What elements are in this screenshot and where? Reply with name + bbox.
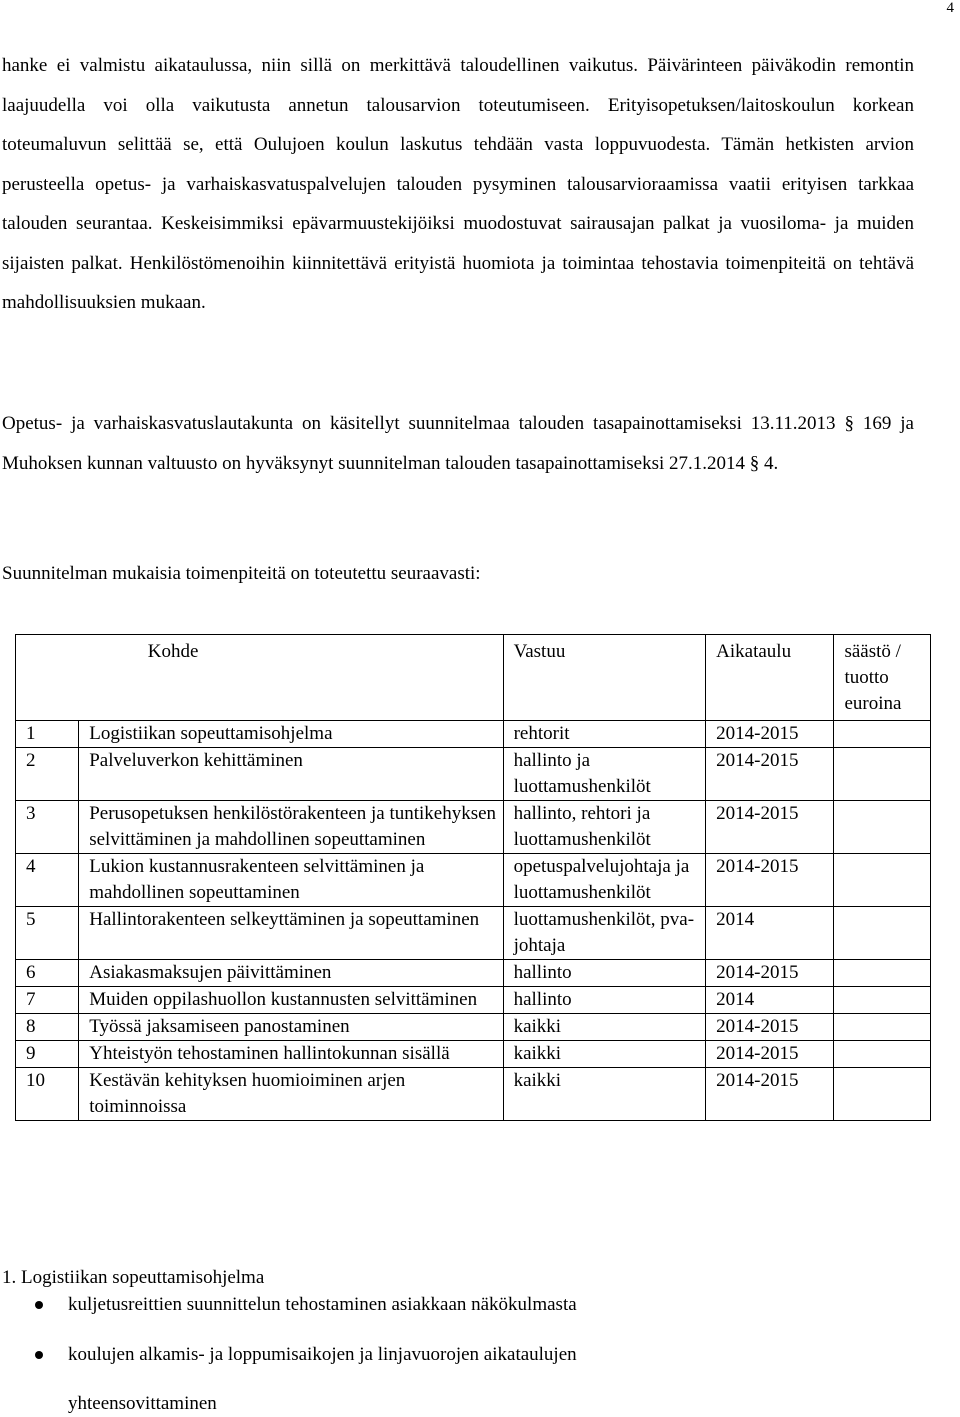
- table-cell-num: 3: [16, 801, 79, 854]
- table-cell-saasto: [834, 1068, 931, 1121]
- table-row: [16, 748, 931, 801]
- table-cell-aikataulu: 2014-2015: [706, 854, 834, 907]
- list-item: [0, 1292, 708, 1318]
- table-cell-vastuu: kaikki: [503, 1041, 706, 1068]
- table-cell-num: 9: [16, 1041, 79, 1068]
- table-cell-saasto: [834, 907, 931, 960]
- table-row: [16, 960, 931, 987]
- table-cell-vastuu: hallinto: [503, 960, 706, 987]
- table-cell-saasto: [834, 854, 931, 907]
- table-cell-kohde: Lukion kustannusrakenteen selvittäminen ja mahdollinen sopeuttaminen: [79, 854, 503, 907]
- bullet-text: koulujen alkamis- ja loppumisaikojen ja linjavuorojen aikataulujen yhteensovittaminen: [68, 1344, 577, 1414]
- table-cell-num: 4: [16, 854, 79, 907]
- paragraph-board-decision: Opetus- ja varhaiskasvatuslautakunta on käsitellyt suunnitelmaa talouden tasapainottamiseksi 13.11.2013 § 169 ja Muhoksen kunnan valtuusto on hyväksynyt suunnitelman talouden tasapainottamiseksi 27.1.2014 § 4.: [2, 413, 914, 474]
- table-cell-vastuu: kaikki: [503, 1014, 706, 1041]
- header-vastuu: Vastuu: [503, 635, 706, 721]
- table-cell-saasto: [834, 1041, 931, 1068]
- table-cell-kohde: Palveluverkon kehittäminen: [79, 748, 503, 801]
- bullet-text: kuljetusreittien suunnittelun tehostaminen asiakkaan näkökulmasta: [68, 1294, 577, 1315]
- table-cell-num: 5: [16, 907, 79, 960]
- table-body: [16, 721, 931, 1121]
- table-row: [16, 907, 931, 960]
- table-cell-vastuu: luottamushenkilöt, pva-johtaja: [503, 907, 706, 960]
- table-cell-kohde: Asiakasmaksujen päivittäminen: [79, 960, 503, 987]
- table-cell-aikataulu: 2014-2015: [706, 960, 834, 987]
- table-cell-aikataulu: 2014: [706, 907, 834, 960]
- measures-intro: Suunnitelman mukaisia toimenpiteitä on toteutettu seuraavasti:: [2, 563, 481, 584]
- table-cell-vastuu: kaikki: [503, 1068, 706, 1121]
- table-cell-num: 7: [16, 987, 79, 1014]
- table-cell-aikataulu: 2014-2015: [706, 1041, 834, 1068]
- table-cell-saasto: [834, 748, 931, 801]
- table-cell-aikataulu: 2014-2015: [706, 1068, 834, 1121]
- table-cell-kohde: Hallintorakenteen selkeyttäminen ja sopeuttaminen: [79, 907, 503, 960]
- table-cell-kohde: Muiden oppilashuollon kustannusten selvittäminen: [79, 987, 503, 1014]
- table-cell-kohde: Kestävän kehityksen huomioiminen arjen toiminnoissa: [79, 1068, 503, 1121]
- table-cell-saasto: [834, 801, 931, 854]
- table-row: [16, 1014, 931, 1041]
- section-title: 1. Logistiikan sopeuttamisohjelma: [2, 1267, 265, 1288]
- table-cell-aikataulu: 2014: [706, 987, 834, 1014]
- measures-table: [15, 634, 931, 1121]
- table-cell-aikataulu: 2014-2015: [706, 1014, 834, 1041]
- table-cell-kohde: Logistiikan sopeuttamisohjelma: [79, 721, 503, 748]
- table-cell-vastuu: opetuspalvelujohtaja ja luottamushenkilöt: [503, 854, 706, 907]
- table-cell-aikataulu: 2014-2015: [706, 748, 834, 801]
- table-row: [16, 987, 931, 1014]
- bullet-list: [0, 1292, 708, 1417]
- table-cell-num: 2: [16, 748, 79, 801]
- table-row: [16, 1068, 931, 1121]
- header-kohde: Kohde: [79, 635, 503, 721]
- table-row: [16, 801, 931, 854]
- table-cell-vastuu: hallinto, rehtori ja luottamushenkilöt: [503, 801, 706, 854]
- table-cell-num: 1: [16, 721, 79, 748]
- header-aikataulu: Aikataulu: [706, 635, 834, 721]
- table-row: [16, 854, 931, 907]
- paragraph-budget-risks: hanke ei valmistu aikataulussa, niin sillä on merkittävä taloudellinen vaikutus. Päivärinteen päiväkodin remontin laajuudella voi olla vaikutusta annetun talousarvion toteutumiseen. Erityisopetuksen/laitoskoulun korkean toteumaluvun selittää se, että Oulujoen koulun laskutus tehdään vasta loppuvuodesta. Tämän hetkisten arvion perusteella opetus- ja varhaiskasvatuspalvelujen talouden pysyminen talousarvioraamissa vaatii erityisen tarkkaa talouden seurantaa. Keskeisimmiksi epävarmuustekijöiksi muodostuvat sairausajan palkat ja vuosiloma- ja muiden sijaisten palkat. Henkilöstömenoihin kiinnitettävä erityistä huomiota ja toimintaa tehostavia toimenpiteitä on tehtävä mahdollisuuksien mukaan.: [2, 55, 914, 313]
- table-cell-saasto: [834, 721, 931, 748]
- table-cell-vastuu: rehtorit: [503, 721, 706, 748]
- table-cell-num: 8: [16, 1014, 79, 1041]
- bullet-icon: [35, 1351, 43, 1359]
- table-cell-aikataulu: 2014-2015: [706, 721, 834, 748]
- table-cell-num: 6: [16, 960, 79, 987]
- page-number: 4: [946, 0, 954, 16]
- table-cell-kohde: Yhteistyön tehostaminen hallintokunnan sisällä: [79, 1041, 503, 1068]
- table-cell-vastuu: hallinto ja luottamushenkilöt: [503, 748, 706, 801]
- table-cell-saasto: [834, 960, 931, 987]
- table-cell-saasto: [834, 1014, 931, 1041]
- table-cell-kohde: Työssä jaksamiseen panostaminen: [79, 1014, 503, 1041]
- table-cell-saasto: [834, 987, 931, 1014]
- table-cell-aikataulu: 2014-2015: [706, 801, 834, 854]
- table-row: [16, 1041, 931, 1068]
- header-number: [16, 635, 79, 721]
- list-item: [0, 1342, 708, 1417]
- table-cell-vastuu: hallinto: [503, 987, 706, 1014]
- bullet-icon: [35, 1301, 43, 1309]
- table-cell-kohde: Perusopetuksen henkilöstörakenteen ja tuntikehyksen selvittäminen ja mahdollinen sopeuttaminen: [79, 801, 503, 854]
- header-saasto: säästö / tuotto euroina: [834, 635, 931, 721]
- table-header-row: [16, 635, 931, 721]
- table-row: [16, 721, 931, 748]
- table-cell-num: 10: [16, 1068, 79, 1121]
